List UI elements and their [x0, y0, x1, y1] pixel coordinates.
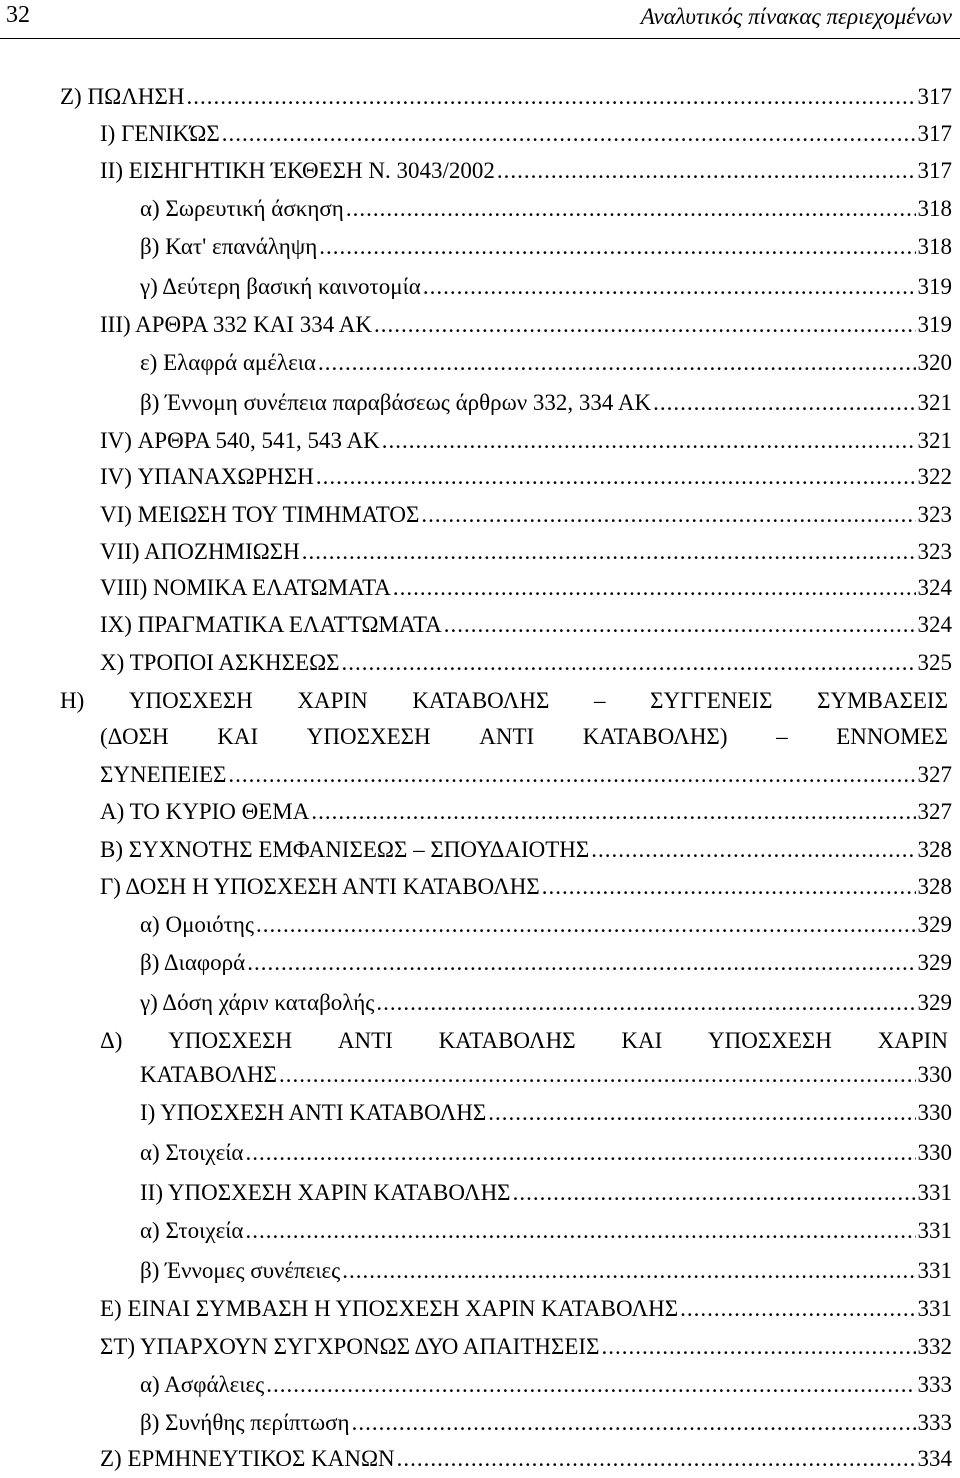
toc-entry-page: 318 — [917, 196, 952, 221]
heading-word: ΚΑΤΑΒΟΛΗΣ) — [582, 724, 728, 749]
toc-entry — [100, 426, 952, 456]
toc-entry-page: 323 — [917, 502, 952, 527]
toc-entry-page: 324 — [917, 612, 952, 637]
dot-leader — [382, 426, 916, 456]
dot-leader — [542, 872, 916, 902]
toc-entry-page: 319 — [917, 274, 952, 299]
toc-entry — [100, 797, 952, 827]
dot-leader — [601, 1332, 915, 1362]
heading-word: ΥΠΟΣΧΕΣΗ — [306, 724, 431, 749]
toc-entry-label: VΙΙ) ΑΠΟΖΗΜΙΩΣΗ — [100, 539, 300, 564]
heading-word: ΚΑΙ — [217, 724, 259, 749]
toc-entry — [100, 573, 952, 603]
dot-leader — [376, 988, 915, 1018]
toc-entry — [140, 272, 952, 302]
toc-entry — [100, 1444, 952, 1474]
toc-entry-page: 329 — [917, 990, 952, 1015]
running-title: Αναλυτικός πίνακας περιεχομένων — [640, 4, 952, 29]
toc-entry-page: 329 — [917, 950, 952, 975]
toc-entry — [100, 1294, 952, 1324]
heading-word: (ΔΟΣΗ — [100, 724, 169, 749]
toc-entry-page: 331 — [917, 1180, 952, 1205]
toc-entry-page: 318 — [917, 234, 952, 259]
toc-entry-page: 333 — [917, 1372, 952, 1397]
page-header — [0, 0, 960, 39]
toc-entry-page: 321 — [917, 428, 952, 453]
toc-entry-page: 323 — [917, 539, 952, 564]
toc-entry — [100, 537, 952, 567]
dot-leader — [266, 1370, 915, 1400]
toc-entry-label: Α) ΤΟ ΚΥΡΙΟ ΘΕΜΑ — [100, 799, 310, 824]
toc-entry — [140, 1216, 952, 1246]
toc-entry-label: α) Ασφάλειες — [140, 1372, 265, 1397]
toc-entry — [100, 462, 952, 492]
toc-entry-label: β) Συνήθης περίπτωση — [140, 1410, 350, 1435]
dot-leader — [342, 648, 916, 678]
toc-entry-label: Γ) ΔΟΣΗ Η ΥΠΟΣΧΕΣΗ ΑΝΤΙ ΚΑΤΑΒΟΛΗΣ — [100, 874, 540, 899]
toc-entry-label: Ι) ΓΕΝΙΚΏΣ — [100, 121, 220, 146]
dot-leader — [423, 272, 916, 302]
toc-entry-page: 319 — [917, 312, 952, 337]
toc-entry-page: 317 — [917, 84, 952, 109]
dot-leader — [444, 610, 916, 640]
toc-entry-label: γ) Δεύτερη βασική καινοτομία — [140, 274, 421, 299]
toc-entry-label: Χ) ΤΡΟΠΟΙ ΑΣΚΗΣΕΩΣ — [100, 650, 340, 675]
page-number: 32 — [6, 2, 30, 28]
dot-leader — [319, 232, 915, 262]
toc-entry — [140, 232, 952, 262]
toc-entry — [100, 648, 952, 678]
dot-leader — [488, 1098, 915, 1128]
heading-word: ΚΑΤΑΒΟΛΗΣ — [412, 688, 550, 713]
heading-word: ΥΠΟΣΧΕΣΗ — [168, 1028, 293, 1053]
toc-entry-page: 330 — [917, 1062, 952, 1087]
dot-leader — [680, 1294, 915, 1324]
toc-entry-label: VΙ) ΜΕΙΩΣΗ ΤΟΥ ΤΙΜΗΜΑΤΟΣ — [100, 502, 420, 527]
dot-leader — [397, 1444, 916, 1474]
dot-leader — [302, 537, 916, 567]
toc-entry-label: ΙΙΙ) ΑΡΘΡΑ 332 ΚΑΙ 334 ΑΚ — [100, 312, 373, 337]
toc-entry — [140, 388, 952, 418]
toc-entry — [140, 348, 952, 378]
dot-leader — [316, 462, 916, 492]
toc-entry-label: β) Κατ' επανάληψη — [140, 234, 318, 259]
toc-entry-page: 334 — [917, 1446, 952, 1471]
dot-leader — [374, 310, 915, 340]
toc-entry-label: Ε) ΕΙΝΑΙ ΣΥΜΒΑΣΗ Η ΥΠΟΣΧΕΣΗ ΧΑΡΙΝ ΚΑΤΑΒΟΛΗΣ — [100, 1296, 679, 1321]
dot-leader — [421, 500, 915, 530]
heading-word: ΚΑΙ — [621, 1028, 663, 1053]
toc-entry-label: β) Έννομη συνέπεια παραβάσεως άρθρων 332, 334 ΑΚ — [140, 390, 652, 415]
heading-word: ΑΝΤΙ — [479, 724, 535, 749]
heading-word: ΑΝΤΙ — [337, 1028, 393, 1053]
toc-entry — [140, 1370, 952, 1400]
toc-entry-label: ΣΤ) ΥΠΑΡΧΟΥΝ ΣΥΓΧΡΟΝΩΣ ΔΥΟ ΑΠΑΙΤΗΣΕΙΣ — [100, 1334, 600, 1359]
toc-entry-page: 317 — [917, 121, 952, 146]
toc-entry-page: 328 — [917, 837, 952, 862]
toc-entry-label: ΣΥΝΕΠΕΙΕΣ — [100, 762, 227, 787]
toc-entry-label: ΙΙ) ΕΙΣΗΓΗΤΙΚΗ ΈΚΘΕΣΗ Ν. 3043/2002 — [100, 158, 495, 183]
toc-entry-page: 329 — [917, 912, 952, 937]
heading-word: Δ) — [100, 1028, 123, 1053]
dot-leader — [222, 119, 916, 149]
heading-word: Η) — [60, 688, 85, 713]
dot-leader — [186, 82, 915, 112]
toc-entry-label: ΙV) ΥΠΑΝΑΧΩΡΗΣΗ — [100, 464, 314, 489]
toc-entry-label: α) Στοιχεία — [140, 1140, 244, 1165]
heading-word: ΧΑΡΙΝ — [297, 688, 368, 713]
toc-entry — [100, 310, 952, 340]
dot-leader — [228, 760, 915, 790]
toc-entry-label: β) Έννομες συνέπειες — [140, 1258, 341, 1283]
toc-entry-label: α) Σωρευτική άσκηση — [140, 196, 344, 221]
toc-entry-label: ΚΑΤΑΒΟΛΗΣ — [140, 1062, 278, 1087]
heading-word: ΥΠΟΣΧΕΣΗ — [708, 1028, 832, 1053]
toc-entry-page: 332 — [917, 1334, 952, 1359]
toc-entry-label: β) Διαφορά — [140, 950, 246, 975]
dot-leader — [245, 1138, 915, 1168]
toc-heading-line — [60, 686, 948, 716]
toc-entry — [100, 500, 952, 530]
toc-entry-page: 331 — [917, 1296, 952, 1321]
dot-leader — [279, 1060, 915, 1090]
toc-entry-label: Ι) ΥΠΟΣΧΕΣΗ ΑΝΤΙ ΚΑΤΑΒΟΛΗΣ — [140, 1100, 487, 1125]
heading-word: ΧΑΡΙΝ — [877, 1028, 948, 1053]
toc-entry-page: 325 — [917, 650, 952, 675]
toc-entry — [140, 1060, 952, 1090]
toc-entry — [140, 988, 952, 1018]
toc-entry — [100, 610, 952, 640]
toc-heading-line — [100, 1026, 948, 1056]
toc-entry-page: 322 — [917, 464, 952, 489]
toc-entry-label: Ζ) ΕΡΜΗΝΕΥΤΙΚΟΣ ΚΑΝΩΝ — [100, 1446, 395, 1471]
toc-entry — [100, 1332, 952, 1362]
heading-word: ΣΥΜΒΑΣΕΙΣ — [817, 688, 948, 713]
toc-heading-line — [100, 722, 948, 752]
dot-leader — [318, 348, 916, 378]
toc-entry-page: 327 — [917, 799, 952, 824]
toc-entry-label: ΙΙ) ΥΠΟΣΧΕΣΗ ΧΑΡΙΝ ΚΑΤΑΒΟΛΗΣ — [140, 1180, 511, 1205]
toc-entry — [60, 82, 952, 112]
toc-entry-page: 331 — [917, 1218, 952, 1243]
dot-leader — [342, 1256, 915, 1286]
heading-word: ΕΝΝΟΜΕΣ — [836, 724, 948, 749]
toc-entry-label: VΙΙΙ) ΝΟΜΙΚΑ ΕΛΑΤΩΜΑΤΑ — [100, 575, 391, 600]
heading-word: ΣΥΓΓΕΝΕΙΣ — [650, 688, 773, 713]
heading-word: – — [593, 688, 606, 713]
toc-entry-page: 320 — [917, 350, 952, 375]
toc-entry — [100, 872, 952, 902]
toc-entry — [140, 194, 952, 224]
toc-entry — [100, 760, 952, 790]
toc-entry — [140, 1256, 952, 1286]
toc-entry-label: α) Στοιχεία — [140, 1218, 244, 1243]
toc-entry-page: 330 — [917, 1140, 952, 1165]
dot-leader — [591, 835, 915, 865]
toc-entry-label: α) Ομοιότης — [140, 912, 254, 937]
dot-leader — [393, 573, 916, 603]
dot-leader — [247, 948, 915, 978]
dot-leader — [653, 388, 915, 418]
toc-entry — [140, 1178, 952, 1208]
toc-entry-page: 317 — [917, 158, 952, 183]
dot-leader — [256, 910, 916, 940]
toc-entry-label: γ) Δόση χάριν καταβολής — [140, 990, 375, 1015]
heading-word: ΚΑΤΑΒΟΛΗΣ — [438, 1028, 576, 1053]
toc-entry — [100, 119, 952, 149]
toc-entry-page: 330 — [917, 1100, 952, 1125]
toc-entry-page: 321 — [917, 390, 952, 415]
toc-entry-page: 327 — [917, 762, 952, 787]
toc-entry-page: 324 — [917, 575, 952, 600]
toc-entry — [140, 1408, 952, 1438]
toc-entry-label: Ζ) ΠΩΛΗΣΗ — [60, 84, 185, 109]
toc-entry-page: 331 — [917, 1258, 952, 1283]
toc-entry-label: ΙΧ) ΠΡΑΓΜΑΤΙΚΑ ΕΛΑΤΤΩΜΑΤΑ — [100, 612, 442, 637]
toc-entry — [100, 835, 952, 865]
toc-entry — [140, 1098, 952, 1128]
heading-word: – — [776, 724, 788, 749]
toc-entry-label: Β) ΣΥΧΝΟΤΗΣ ΕΜΦΑΝΙΣΕΩΣ – ΣΠΟΥΔΑΙΟΤΗΣ — [100, 837, 590, 862]
toc-entry — [140, 948, 952, 978]
dot-leader — [352, 1408, 916, 1438]
dot-leader — [513, 1178, 916, 1208]
dot-leader — [311, 797, 915, 827]
toc-entry — [140, 1138, 952, 1168]
heading-word: ΥΠΟΣΧΕΣΗ — [128, 688, 253, 713]
toc-entry-page: 328 — [917, 874, 952, 899]
toc-entry-label: ΙV) ΑΡΘΡΑ 540, 541, 543 ΑΚ — [100, 428, 380, 453]
toc-entry — [100, 156, 952, 186]
toc-entry — [140, 910, 952, 940]
toc-entry-page: 333 — [917, 1410, 952, 1435]
dot-leader — [497, 156, 916, 186]
dot-leader — [346, 194, 916, 224]
dot-leader — [245, 1216, 915, 1246]
toc-entry-label: ε) Ελαφρά αμέλεια — [140, 350, 316, 375]
